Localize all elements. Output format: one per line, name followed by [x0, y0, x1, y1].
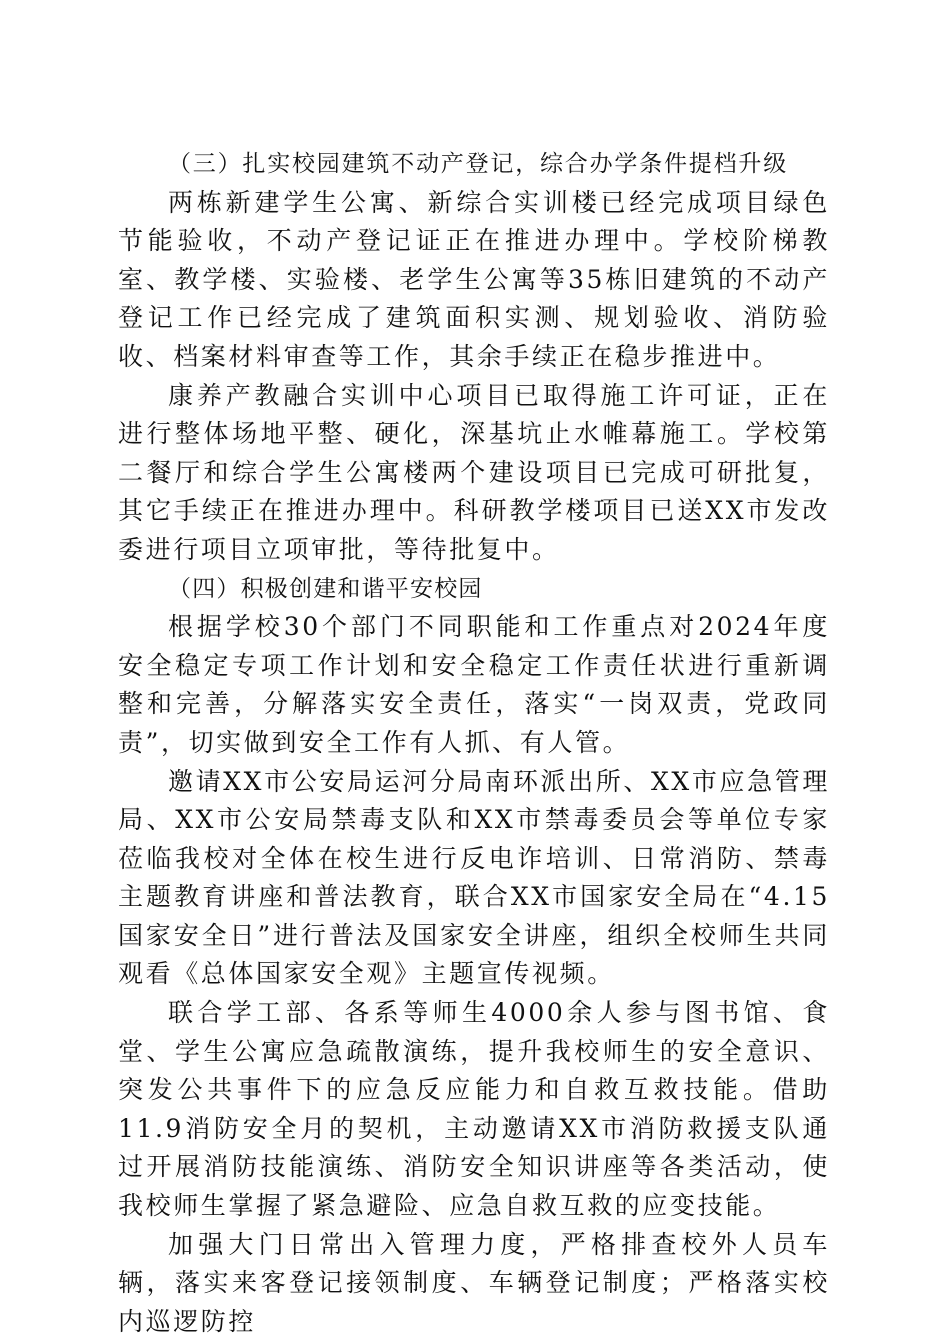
paragraph-safety-education: 邀请XX市公安局运河分局南环派出所、XX市应急管理局、XX市公安局禁毒支队和XX市禁毒委员会等单位专家莅临我校对全体在校生进行反电诈培训、日常消防、禁毒主题教育讲座和普法教育，联合XX市国家安全局在“4.15国家安全日”进行普法及国家安全讲座，组织全校师生共同观看《总体国家安全观》主题宣传视频。: [118, 766, 830, 989]
paragraph-real-estate-registration: 两栋新建学生公寓、新综合实训楼已经完成项目绿色节能验收，不动产登记证正在推进办理中。学校阶梯教室、教学楼、实验楼、老学生公寓等35栋旧建筑的不动产登记工作已经完成了建筑面积实测、规划验收、消防验收、档案材料审查等工作，其余手续正在稳步推进中。: [118, 187, 830, 371]
paragraph-safety-responsibility: 根据学校30个部门不同职能和工作重点对2024年度安全稳定专项工作计划和安全稳定工作责任状进行重新调整和完善，分解落实安全责任，落实“一岗双责，党政同责”，切实做到安全工作有人抓、有人管。: [118, 612, 830, 757]
section-heading-4: （四）积极创建和谐平安校园: [168, 575, 483, 602]
section-heading-3: （三）扎实校园建筑不动产登记，综合办学条件提档升级: [168, 151, 788, 177]
paragraph-construction-projects: 康养产教融合实训中心项目已取得施工许可证，正在进行整体场地平整、硬化，深基坑止水帷幕施工。学校第二餐厅和综合学生公寓楼两个建设项目已完成可研批复，其它手续正在推进办理中。科研教学楼项目已送XX市发改委进行项目立项审批，等待批复中。: [118, 380, 830, 564]
document-body: [118, 145, 830, 1341]
paragraph-emergency-drills: 联合学工部、各系等师生4000余人参与图书馆、食堂、学生公寓应急疏散演练，提升我校师生的安全意识、突发公共事件下的应急反应能力和自救互救技能。借助11.9消防安全月的契机，主动邀请XX市消防救援支队通过开展消防技能演练、消防安全知识讲座等各类活动，使我校师生掌握了紧急避险、应急自救互救的应变技能。: [118, 998, 830, 1221]
paragraph-gate-management: 加强大门日常出入管理力度，严格排查校外人员车辆，落实来客登记接领制度、车辆登记制度；严格落实校内巡逻防控: [118, 1229, 830, 1336]
